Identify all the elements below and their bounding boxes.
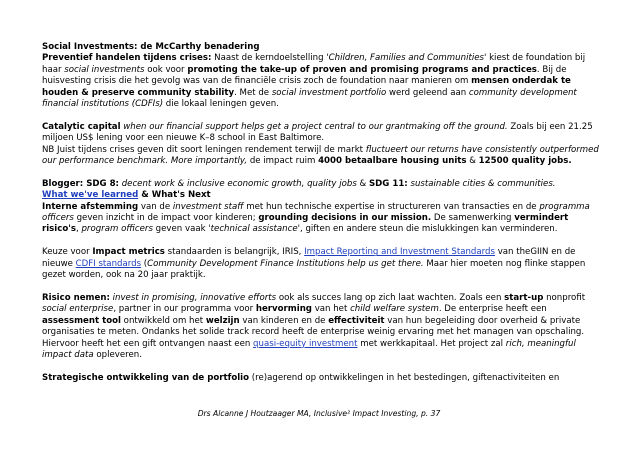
section-heading: Social Investments: de McCarthy benadering	[42, 42, 260, 52]
section-strategische-ontwikkeling: Strategische ontwikkeling van de portfolio (re)agerend op ontwikkelingen in het bestedingen, giftenactiviteiten en	[42, 372, 560, 383]
section-catalytic-capital: Catalytic capital when our financial support helps get a project central to our grantmaking off the ground. Zoals bij een 21.25 miljoen US$ lening voor een nieuwe K–8 school in East Baltimore. NB Juist tijdens crises geven dit soort leningen rendement terwijl de markt fluctueert our returns have consistently outperformed our performance benchmark. More importantly, de impact ruim 4000 betaalbare housing units & 12500 quality jobs.	[42, 121, 599, 167]
iris-standards-link[interactable]: Impact Reporting and Investment Standards	[304, 247, 495, 258]
what-weve-learned-link[interactable]: What we've learned	[42, 190, 139, 201]
page-footer: Drs Alcanne J Houtzaager MA, Inclusive² Impact Investing, p. 37	[197, 409, 441, 418]
cdfi-standards-link[interactable]: CDFI standards	[75, 258, 142, 269]
section-impact-metrics: Keuze voor Impact metrics standaarden is belangrijk, IRIS, Impact Reporting and Investment Standards van theGIIN en de nieuwe CDFI standards (Community Development Finance Institutions help us get there. Maar hier moeten nog flinke stappen gezet worden, ook na 20 jaar praktijk.	[42, 247, 586, 281]
document-page	[42, 42, 602, 384]
quasi-equity-link[interactable]: quasi-equity investment	[253, 338, 358, 349]
section-risico-nemen: Risico nemen: invest in promising, innovative efforts ook als succes lang op zich laat wachten. Zoals een start-up nonprofit social enterprise, partner in our programma voor hervorming van het child welfare system. De enterprise heeft een assessment tool ontwikkeld om het welzijn van kinderen en de effectiviteit van hun begeleiding door overheid & private organisaties te meten. Ondanks het solide track record heeft de enterprise weinig ervaring met het managen van opschaling. Hiervoor heeft het een gift ontvangen naast een quasi-equity investment met werkkapitaal. Het project zal rich, meaningful impact data opleveren.	[42, 292, 586, 360]
section-blogger-sdg: Blogger: SDG 8: decent work & inclusive economic growth, quality jobs & SDG 11: sustainable cities & communities. What we've learned & What's Next Interne afstemming van de investment staff met hun technische expertise in structureren van transacties en de programma officers geven inzicht in de impact voor kinderen; grounding decisions in our mission. De samenwerking vermindert risico's, program officers geven vaak 'technical assistance', giften en andere steun die mislukkingen kan verminderen.	[42, 178, 590, 235]
section-mccarthy: Social Investments: de McCarthy benadering Preventief handelen tijdens crises: Naast de kerndoelstelling 'Children, Families and Communities' kiest de foundation bij haar social investments ook voor promoting the take-up of proven and promising programs and practices. Bij de huisvesting crisis die het gevolg was van de financiële crisis zoch de foundation naar manieren om mensen onderdak te houden & preserve community stability. Met de social investment portfolio werd geleend aan community development financial institutions (CDFIs) die lokaal leningen geven.	[42, 42, 586, 110]
